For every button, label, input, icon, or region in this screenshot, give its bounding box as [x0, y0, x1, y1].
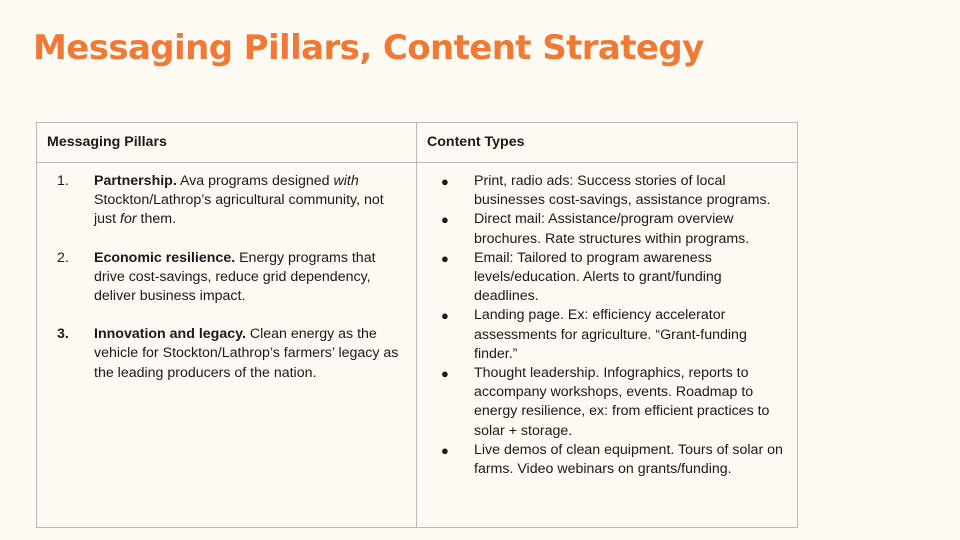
pillar-lead: Partnership.	[94, 173, 177, 189]
content-type-item	[427, 306, 787, 364]
bullet-icon: ●	[441, 212, 449, 228]
content-type-item	[427, 210, 787, 248]
pillar-text: Clean energy as the vehicle for Stockton/Lathrop’s farmers’ legacy as the leading producers of the nation.	[94, 326, 399, 381]
pillars-cell	[37, 163, 417, 528]
content-type-item	[427, 364, 787, 441]
pillar-text: them.	[136, 211, 177, 228]
pillar-item	[47, 325, 406, 383]
content-type-text: Thought leadership. Infographics, reports to accompany workshops, events. Roadmap to energy resilience, ex: from efficient practices to solar + storage.	[474, 365, 770, 439]
pillar-number: 2.	[57, 249, 69, 266]
strategy-table	[36, 122, 798, 528]
header-content-types: Content Types	[417, 123, 798, 163]
content-type-text: Print, radio ads: Success stories of local businesses cost-savings, assistance programs.	[474, 173, 771, 209]
pillar-text: Ava programs designed	[176, 173, 334, 189]
bullet-icon: ●	[441, 250, 449, 266]
pillar-lead: Economic resilience.	[94, 249, 236, 266]
content-type-text: Direct mail: Assistance/program overview brochures. Rate structures within programs.	[474, 211, 750, 247]
content-type-text: Email: Tailored to program awareness levels/education. Alerts to grant/funding deadlines.	[474, 249, 722, 305]
table-header-row	[37, 123, 798, 163]
table-row	[37, 163, 798, 528]
bullet-icon: ●	[441, 442, 449, 458]
pillar-number: 1.	[57, 173, 69, 189]
content-type-item	[427, 249, 787, 307]
pillar-text: Energy programs that drive cost-savings, reduce grid dependency, deliver business impact.	[94, 249, 376, 305]
content-type-item	[427, 172, 787, 210]
bullet-icon: ●	[441, 308, 449, 324]
content-types-cell	[417, 163, 798, 528]
content-type-text: Live demos of clean equipment. Tours of solar on farms. Video webinars on grants/funding.	[474, 441, 783, 478]
pillar-item	[47, 172, 406, 230]
pillar-lead: Innovation and legacy.	[94, 326, 246, 343]
slide-title: Messaging Pillars, Content Strategy	[33, 28, 704, 68]
pillar-emphasis: for	[120, 211, 137, 228]
pillars-list	[47, 172, 406, 383]
pillar-emphasis: with	[333, 173, 359, 189]
pillar-number: 3.	[57, 326, 69, 343]
content-type-item	[427, 441, 787, 479]
content-types-list	[427, 172, 787, 479]
bullet-icon: ●	[441, 366, 449, 382]
pillar-text: Stockton/Lathrop’s agricultural community, not just	[94, 192, 384, 228]
pillar-item	[47, 249, 406, 307]
header-messaging-pillars: Messaging Pillars	[37, 123, 417, 163]
bullet-icon: ●	[441, 174, 449, 189]
content-type-text: Landing page. Ex: efficiency accelerator assessments for agriculture. “Grant-funding finder.”	[474, 307, 747, 362]
